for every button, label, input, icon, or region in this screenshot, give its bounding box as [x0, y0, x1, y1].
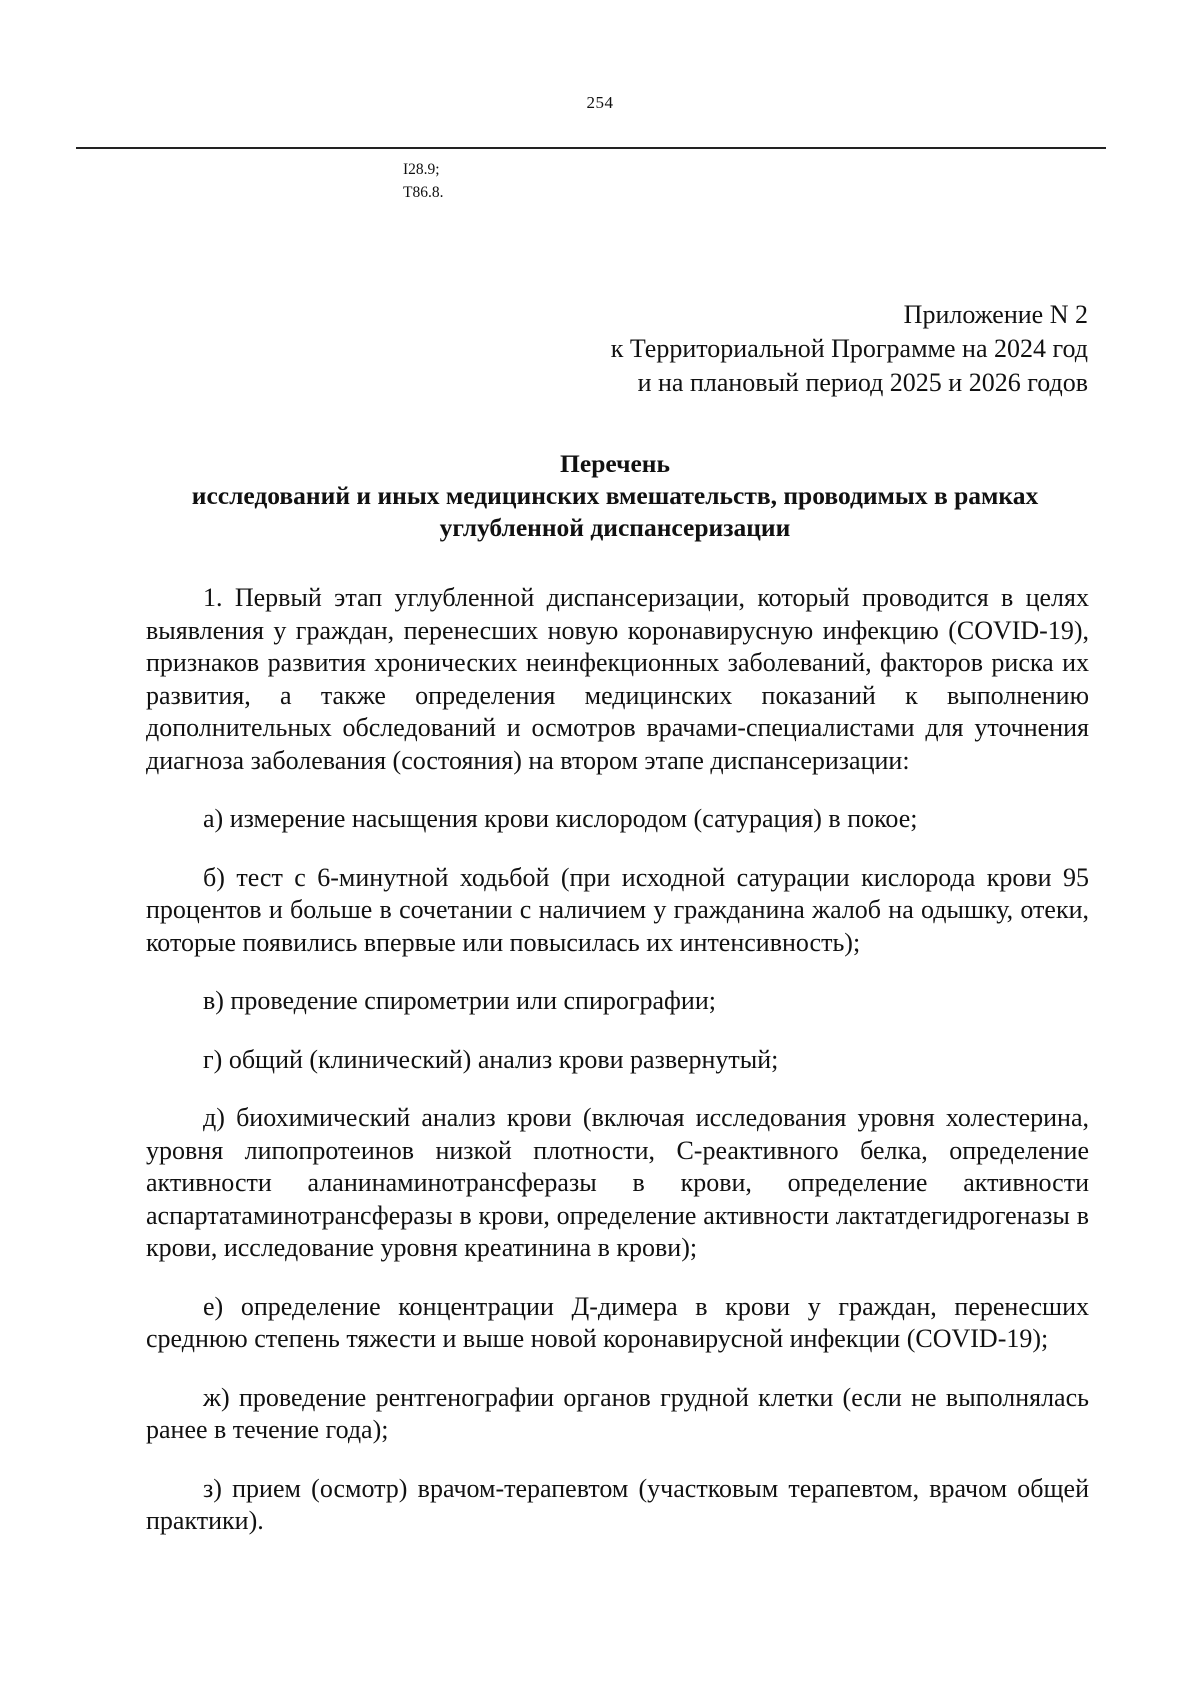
list-item-d: д) биохимический анализ крови (включая исследования уровня холестерина, уровня липопротеинов низкой плотности, С-реактивного белка, определение активности аланинаминотрансферазы в крови, определение активности аспартатаминотрансферазы в крови, определение активности лактатдегидрогеназы в крови, исследование уровня креатинина в крови); — [146, 1103, 1089, 1262]
header-rule — [76, 147, 1106, 149]
list-item-zh: ж) проведение рентгенографии органов грудной клетки (если не выполнялась ранее в течение года); — [146, 1382, 1089, 1444]
list-item-b: б) тест с 6-минутной ходьбой (при исходной сатурации кислорода крови 95 процентов и больше в сочетании с наличием у гражданина жалоб на одышку, отеки, которые появились впервые или повысилась их интенсивность); — [146, 862, 1089, 957]
list-item-z: з) прием (осмотр) врачом-терапевтом (участковым терапевтом, врачом общей практики). — [146, 1473, 1089, 1535]
list-item-a: а) измерение насыщения крови кислородом (сатурация) в покое; — [203, 804, 918, 833]
annex-period: и на плановый период 2025 и 2026 годов — [637, 368, 1088, 397]
paragraph-first-stage: 1. Первый этап углубленной диспансеризации, который проводится в целях выявления у граждан, перенесших новую коронавирусную инфекцию (COVID-19), признаков развития хронических неинфекционных заболеваний, факторов риска их развития, а также определения медицинских показаний к выполнению дополнительных обследований и осмотров врачами-специалистами для уточнения диагноза заболевания (состояния) на втором этапе диспансеризации: — [146, 583, 1089, 775]
annex-header — [500, 298, 1088, 400]
diagnosis-code: T86.8. — [403, 184, 444, 201]
annex-number: Приложение N 2 — [903, 300, 1088, 329]
title-subheading-end: углубленной диспансеризации — [439, 513, 791, 542]
list-item-v: в) проведение спирометрии или спирографии; — [203, 986, 716, 1015]
title-subheading: исследований и иных медицинских вмешательств, проводимых в рамках — [191, 481, 1039, 510]
document-title — [140, 448, 1090, 544]
list-item-g: г) общий (клинический) анализ крови развернутый; — [203, 1044, 779, 1074]
list-item-e: е) определение концентрации Д-димера в крови у граждан, перенесших среднюю степень тяжести и выше новой коронавирусной инфекции (COVID-19); — [146, 1291, 1089, 1353]
document-body — [146, 582, 1089, 1538]
diagnosis-code: I28.9; — [403, 161, 440, 178]
annex-reference: к Территориальной Программе на 2024 год — [610, 334, 1088, 363]
page-number: 254 — [586, 93, 614, 112]
diagnosis-codes — [403, 158, 443, 204]
title-heading: Перечень — [560, 449, 670, 478]
